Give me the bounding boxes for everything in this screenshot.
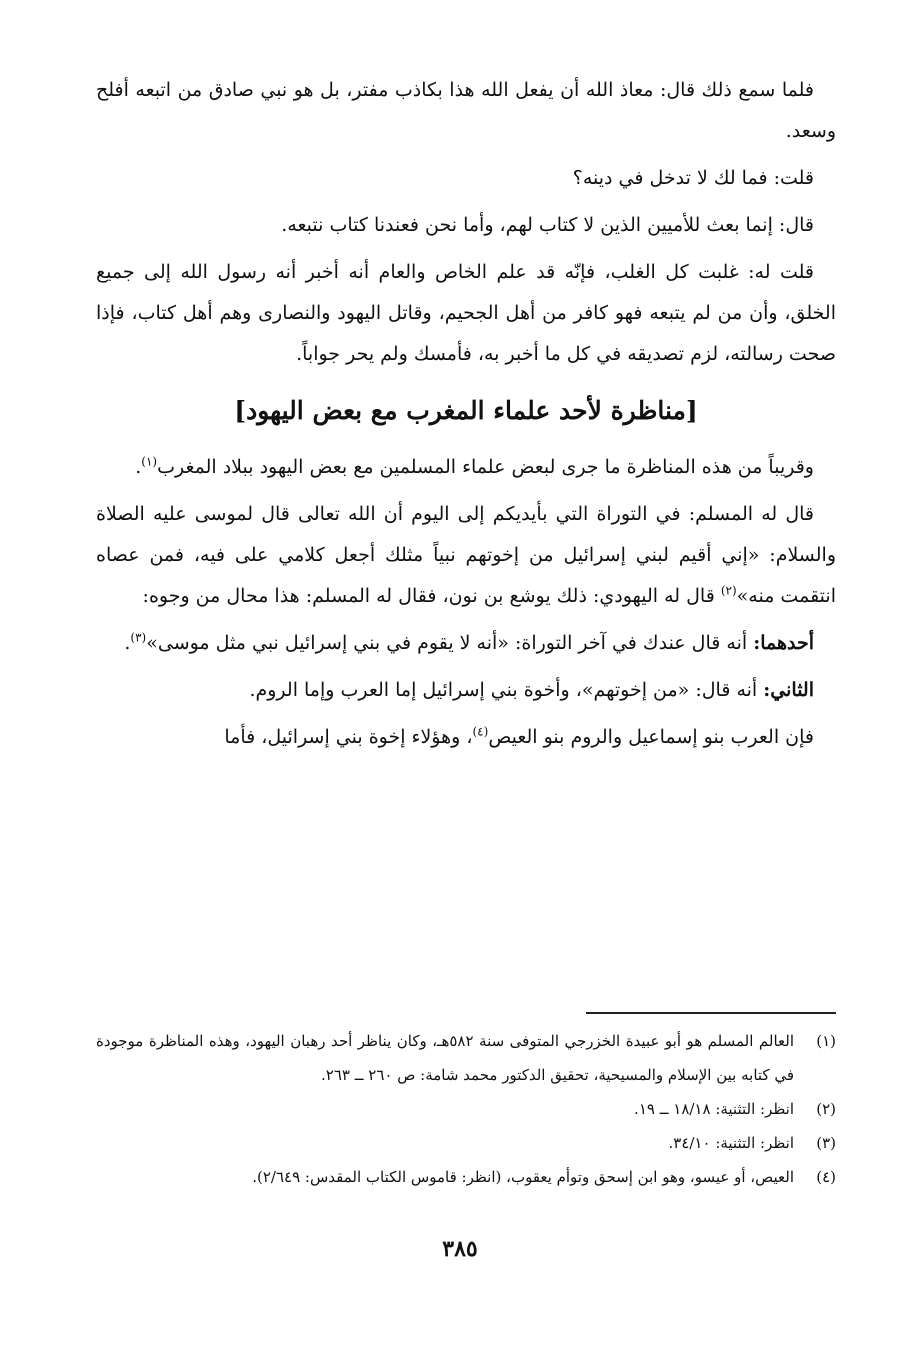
- paragraph-9-text-b: ، وهؤلاء إخوة بني إسرائيل، فأما: [224, 726, 473, 748]
- page-number: ٣٨٥: [442, 1236, 478, 1262]
- footnote-item: [96, 1024, 836, 1092]
- paragraph-5: [96, 447, 836, 488]
- footnote-text: انظر: التثنية: ٣٤/١٠.: [668, 1134, 794, 1152]
- footnote-ref-2: (٢): [720, 583, 737, 598]
- footnote-item: [96, 1126, 836, 1160]
- footnote-number: (٢): [816, 1100, 836, 1118]
- paragraph-5-text: وقريباً من هذه المناظرة ما جرى لبعض علماء المسلمين مع بعض اليهود ببلاد المغرب: [157, 456, 814, 478]
- paragraph-1: فلما سمع ذلك قال: معاذ الله أن يفعل الله هذا بكاذب مفتر، بل هو نبي صادق من اتبعه أفلح وسعد.: [96, 79, 836, 142]
- footnote-number: (٣): [816, 1134, 836, 1152]
- paragraph-8-text: أنه قال: «من إخوتهم»، وأخوة بني إسرائيل إما العرب وإما الروم.: [249, 679, 764, 701]
- paragraph-7-text: أنه قال عندك في آخر التوراة: «أنه لا يقوم في بني إسرائيل نبي مثل موسى»: [146, 632, 754, 654]
- section-heading: [مناظرة لأحد علماء المغرب مع بعض اليهود]: [234, 396, 698, 425]
- footnote-text: انظر: التثنية: ١٨/١٨ ــ ١٩.: [634, 1100, 794, 1118]
- footnote-number: (٤): [816, 1168, 836, 1186]
- footnote-ref-4: (٤): [472, 724, 489, 739]
- paragraph-9-text-a: فإن العرب بنو إسماعيل والروم بنو العيص: [488, 726, 814, 748]
- footnote-ref-1: (١): [141, 454, 158, 469]
- paragraph-6-text-b: قال له اليهودي: ذلك يوشع بن نون، فقال له المسلم: هذا محال من وجوه:: [142, 585, 721, 607]
- paragraph-7-end: .: [124, 632, 131, 654]
- paragraph-9: [96, 717, 836, 758]
- paragraph-4: قلت له: غلبت كل الغلب، فإنّه قد علم الخاص والعام أنه أخبر أنه رسول الله إلى جميع الخلق، وأن من لم يتبعه فهو كافر من أهل الجحيم، وقاتل اليهود والنصارى وهم أهل كتاب، فإذا صحت رسالته، لزم تصديقه في كل ما أخبر به، فأمسك ولم يحر جواباً.: [96, 261, 836, 365]
- paragraph-3: قال: إنما بعث للأميين الذين لا كتاب لهم، وأما نحن فعندنا كتاب نتبعه.: [281, 214, 814, 236]
- footnotes: [96, 1024, 836, 1194]
- footnote-ref-3: (٣): [130, 630, 147, 645]
- footnote-item: [96, 1160, 836, 1194]
- paragraph-2: قلت: فما لك لا تدخل في دينه؟: [572, 167, 814, 189]
- footnote-item: [96, 1092, 836, 1126]
- main-text: [96, 70, 836, 764]
- footnote-divider: [586, 1012, 836, 1014]
- footnote-number: (١): [816, 1032, 836, 1050]
- paragraph-8-lead: الثاني:: [763, 679, 814, 701]
- paragraph-5-end: .: [135, 456, 142, 478]
- footnote-text: العيص، أو عيسو، وهو ابن إسحق وتوأم يعقوب، (انظر: قاموس الكتاب المقدس: ٢/٦٤٩).: [252, 1168, 794, 1186]
- paragraph-6: [96, 494, 836, 617]
- paragraph-6-text-a: قال له المسلم: في التوراة التي بأيديكم إلى اليوم أن الله تعالى قال لموسى عليه الصلاة والسلام: «إني أقيم لبني إسرائيل من إخوتهم نبياً مثلك أجعل كلامي على فيه، فمن عصاه انتقمت منه»: [96, 503, 836, 607]
- paragraph-7-lead: أحدهما:: [753, 632, 814, 654]
- footnote-text: العالم المسلم هو أبو عبيدة الخزرجي المتوفى سنة ٥٨٢هـ، وكان يناظر أحد رهبان اليهود، وهذه المناظرة موجودة في كتابه بين الإسلام والمسيحية، تحقيق الدكتور محمد شامة: ص ٢٦٠ ــ ٢٦٣.: [96, 1032, 794, 1084]
- paragraph-8: [96, 670, 836, 711]
- paragraph-7: [96, 623, 836, 664]
